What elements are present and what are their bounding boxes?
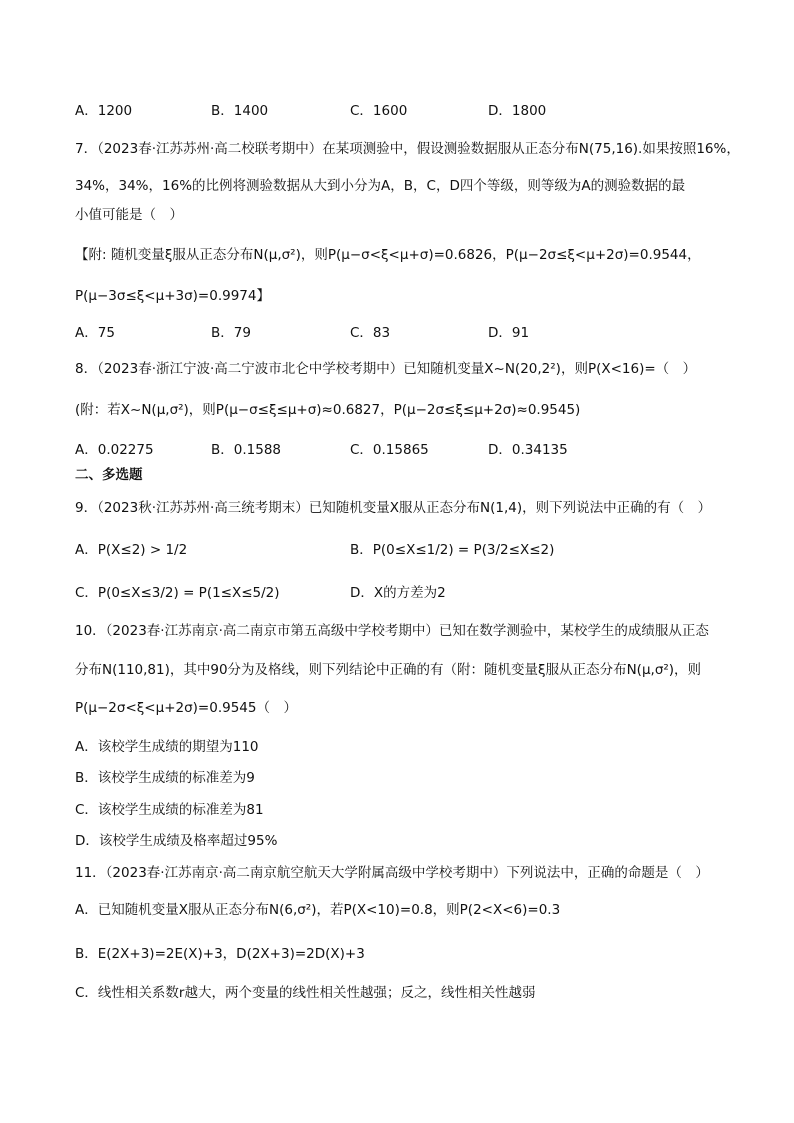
q6-option-d: D．1800 [488, 103, 547, 119]
q11-stem-line-1: 11．（2023春·江苏南京·高二南京航空航天大学附属高级中学校考期中）下列说法中，正确的命题是（ ） [75, 865, 709, 881]
q8-option-d: D．0.34135 [488, 442, 568, 458]
q9-option-b: B．P(0≤X≤1/2) = P(3/2≤X≤2) [350, 542, 555, 558]
q8-option-a: A．0.02275 [75, 442, 154, 458]
q10-option-b: B．该校学生成绩的标准差为9 [75, 770, 255, 786]
q10-option-d: D．该校学生成绩及格率超过95% [75, 833, 278, 849]
q10-stem-line-1: 10．（2023春·江苏南京·高二南京市第五高级中学校考期中）已知在数学测验中，某校学生的成绩服从正态 [75, 623, 709, 639]
q7-stem-line-2: 34%，34%，16%的比例将测验数据从大到小分为A，B，C，D四个等级，则等级为A的测验数据的最 [75, 178, 686, 194]
q8-option-b: B．0.1588 [211, 442, 281, 458]
q11-option-c: C．线性相关系数r越大，两个变量的线性相关性越强；反之，线性相关性越弱 [75, 985, 536, 1001]
q10-option-a: A．该校学生成绩的期望为110 [75, 739, 259, 755]
q7-option-b: B．79 [211, 325, 251, 341]
q7-stem-line-3: 小值可能是（ ） [75, 207, 183, 223]
q10-option-c: C．该校学生成绩的标准差为81 [75, 802, 264, 818]
q8-stem-line-1: 8．（2023春·浙江宁波·高二宁波市北仑中学校考期中）已知随机变量X~N(20,2²)，则P(X<16)=（ ） [75, 361, 697, 377]
q8-option-c: C．0.15865 [350, 442, 429, 458]
q10-stem-line-2: 分布N(110,81)，其中90分为及格线，则下列结论中正确的有（附：随机变量ξ服从正态分布N(μ,σ²)，则 [75, 662, 702, 678]
q6-option-c: C．1600 [350, 103, 408, 119]
q7-option-a: A．75 [75, 325, 115, 341]
q9-option-a: A．P(X≤2) > 1/2 [75, 542, 188, 558]
q11-option-a: A．已知随机变量X服从正态分布N(6,σ²)，若P(X<10)=0.8，则P(2<X<6)=0.3 [75, 902, 561, 918]
q6-option-a: A．1200 [75, 103, 133, 119]
q9-option-d: D．X的方差为2 [350, 585, 446, 601]
q6-option-b: B．1400 [211, 103, 269, 119]
q7-note-line-1: 【附: 随机变量ξ服从正态分布N(μ,σ²)，则P(μ−σ<ξ<μ+σ)=0.6826，P(μ−2σ≤ξ<μ+2σ)=0.9544， [75, 247, 701, 263]
q9-stem-line-1: 9．（2023秋·江苏苏州·高三统考期末）已知随机变量X服从正态分布N(1,4)，则下列说法中正确的有（ ） [75, 500, 712, 516]
q7-stem-line-1: 7．（2023春·江苏苏州·高二校联考期中）在某项测验中，假设测验数据服从正态分布N(75,16).如果按照16%， [75, 141, 740, 157]
section-heading-multiple-choice: 二、多选题 [75, 467, 143, 483]
q11-option-b: B．E(2X+3)=2E(X)+3，D(2X+3)=2D(X)+3 [75, 946, 365, 962]
q9-option-c: C．P(0≤X≤3/2) = P(1≤X≤5/2) [75, 585, 280, 601]
q7-option-c: C．83 [350, 325, 391, 341]
q7-note-line-2: P(μ−3σ≤ξ<μ+3σ)=0.9974】 [75, 288, 270, 304]
q10-stem-line-3: P(μ−2σ<ξ<μ+2σ)=0.9545（ ） [75, 700, 297, 716]
q8-note-line: (附：若X~N(μ,σ²)，则P(μ−σ≤ξ≤μ+σ)≈0.6827，P(μ−2σ≤ξ≤μ+2σ)≈0.9545) [75, 402, 581, 418]
q7-option-d: D．91 [488, 325, 530, 341]
